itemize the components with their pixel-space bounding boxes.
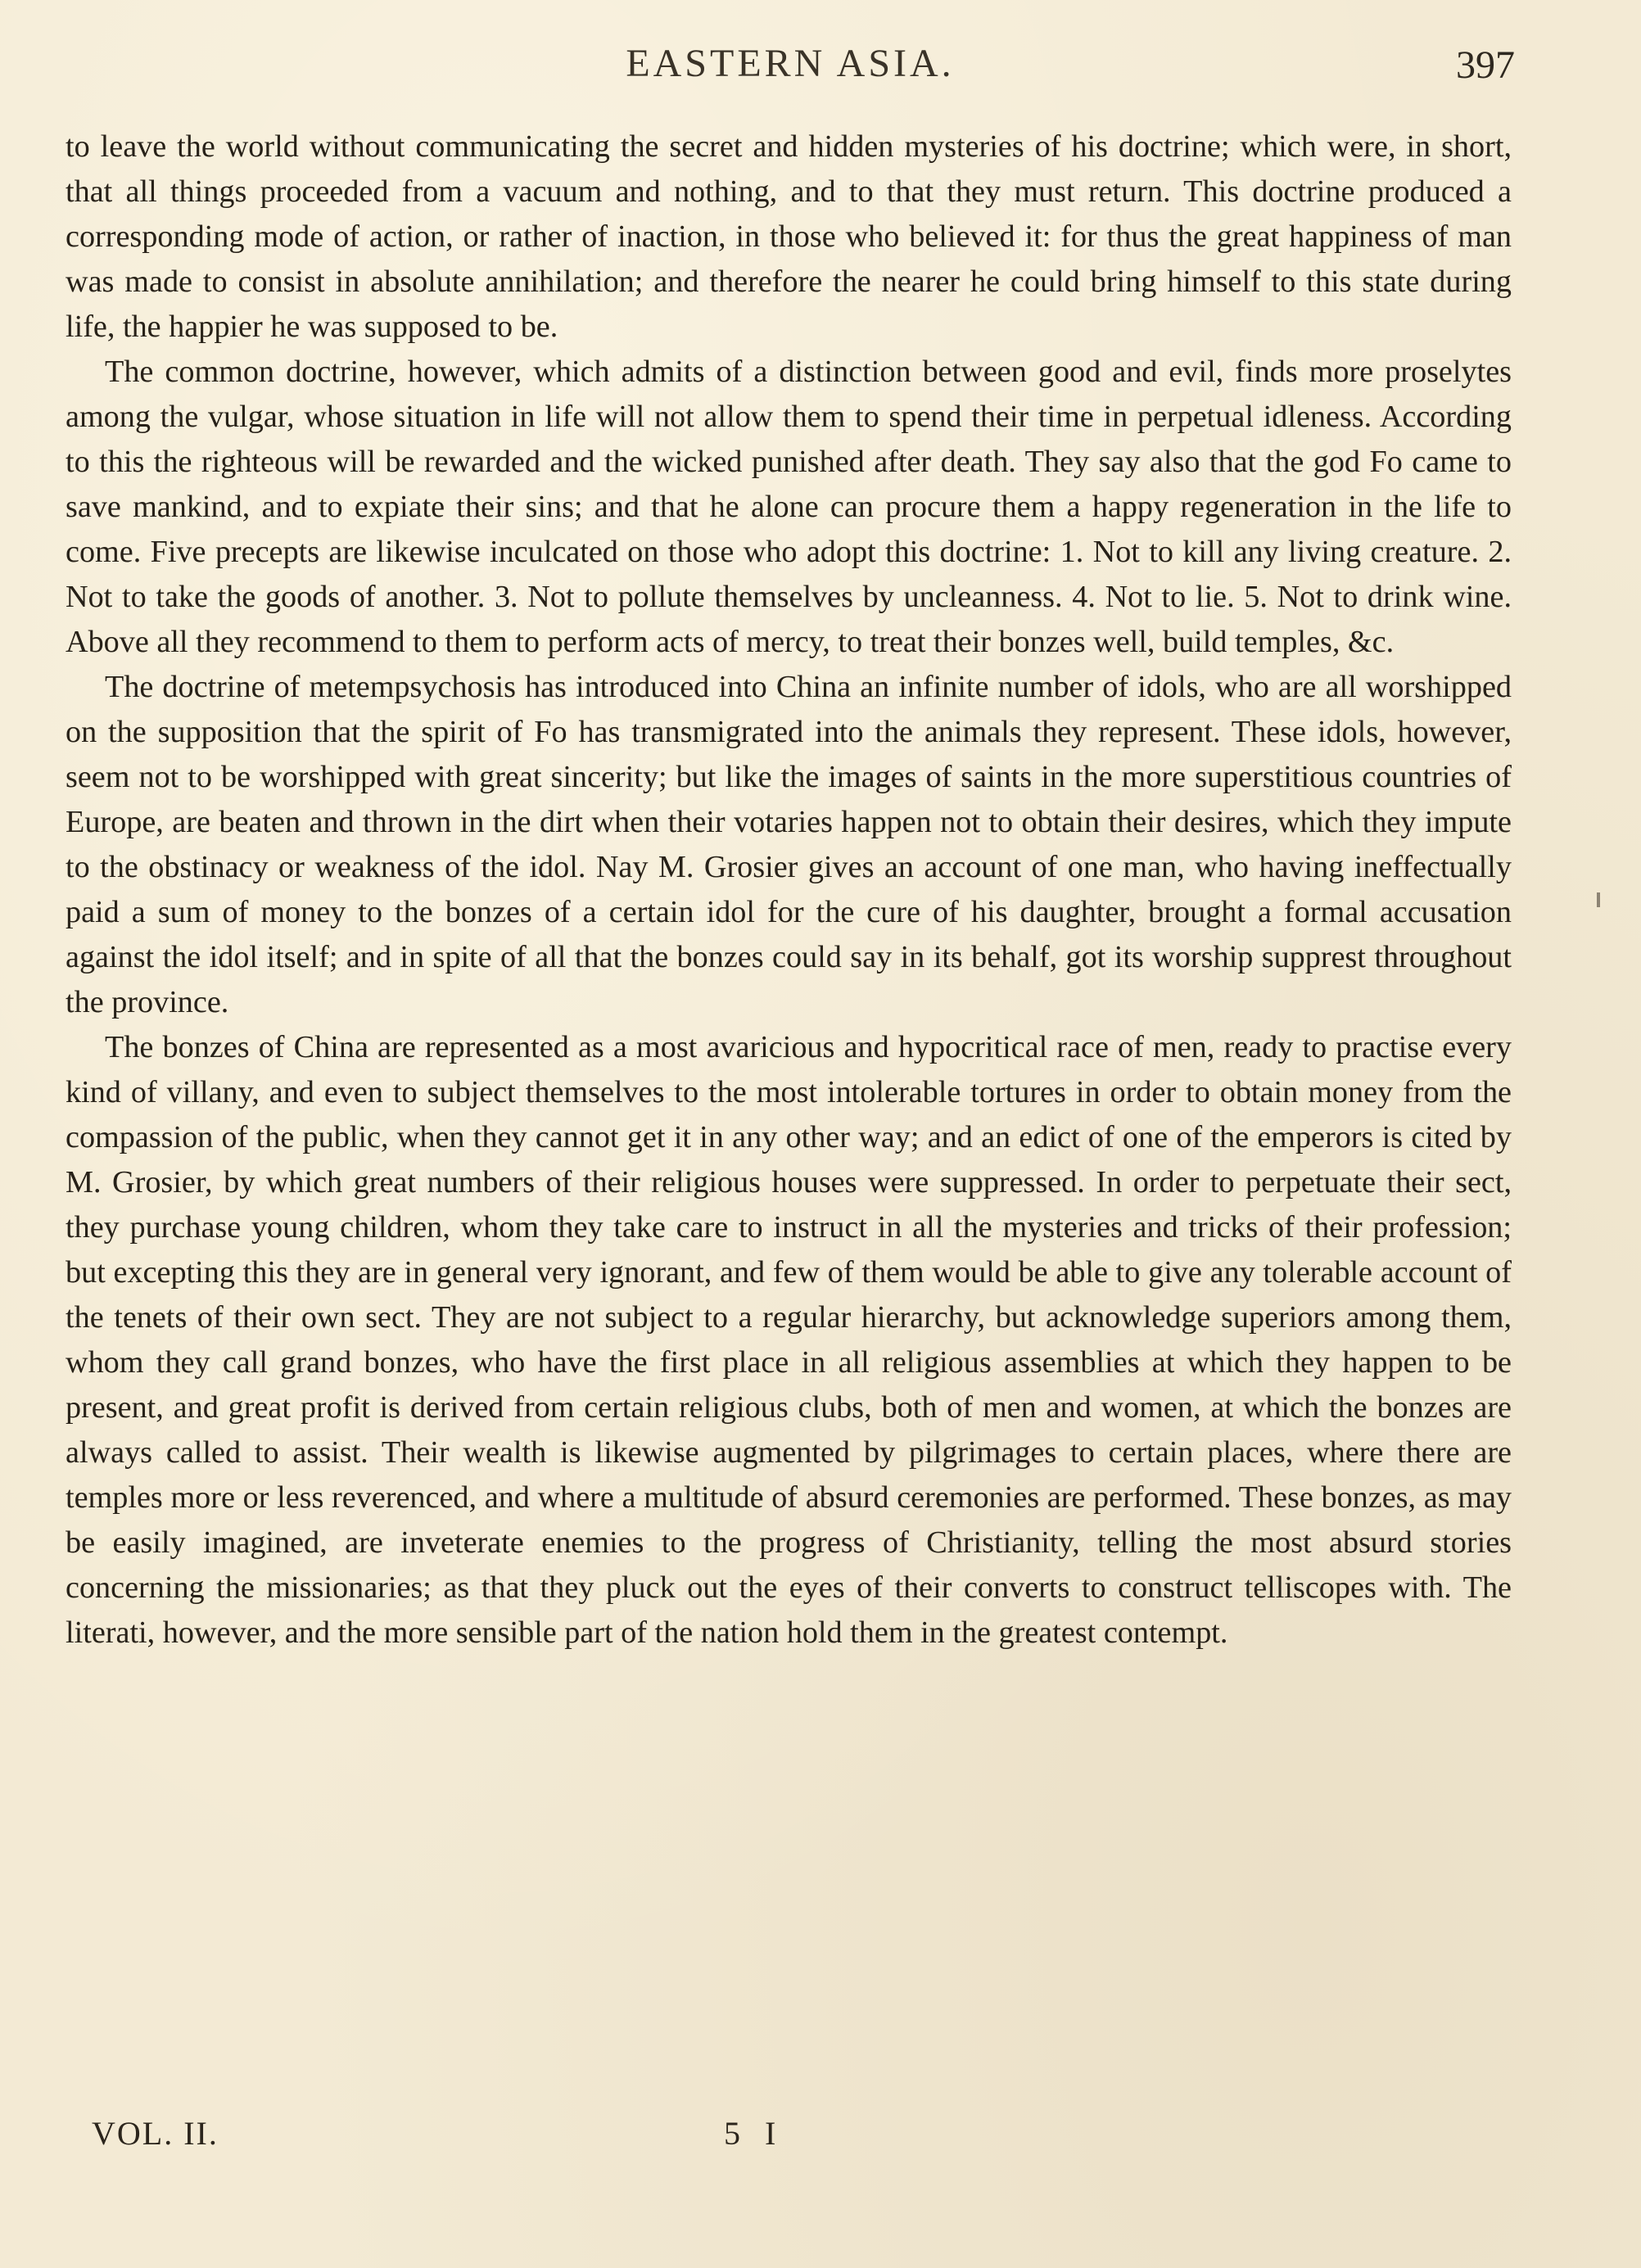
- page-number: 397: [1456, 43, 1515, 87]
- paragraph-bonzes: The bonzes of China are represented as a most avaricious and hypocritical race of men, ready to practise every kind of villany, and even to subject themselves to the most intolerable tortures in order to obtain money from the compassion of the public, when they cannot get it in any other way; and an edict of one of the emperors is cited by M. Grosier, by which great numbers of their religious houses were suppressed. In order to perpetuate their sect, they purchase young children, whom they take care to instruct in all the mysteries and tricks of their profession; but excepting this they are in general very ignorant, and few of them would be able to give any tolerable account of the tenets of their own sect. They are not subject to a regular hierarchy, but acknowledge superiors among them, whom they call grand bonzes, who have the first place in all religious assemblies at which they happen to be present, and great profit is derived from certain religious clubs, both of men and women, at which the bonzes are always called to assist. Their wealth is likewise augmented by pilgrimages to certain places, where there are temples more or less reverenced, and where a multitude of absurd ceremonies are performed. These bonzes, as may be easily imagined, are inveterate enemies to the progress of Christianity, telling the most absurd stories concerning the missionaries; as that they pluck out the eyes of their converts to construct telliscopes with. The literati, however, and the more sensible part of the nation hold them in the greatest contempt.: [66, 1030, 1512, 1650]
- margin-mark: [1597, 892, 1600, 907]
- volume-label: VOL. II.: [92, 2115, 219, 2152]
- paragraph-common-doctrine: The common doctrine, however, which admits of a distinction between good and evil, finds more proselytes among the vulgar, whose situation in life will not allow them to spend their time in perpetual idleness. According to this the righteous will be rewarded and the wicked punished after death. They say also that the god Fo came to save mankind, and to expiate their sins; and that he alone can procure them a happy regeneration in the life to come. Five precepts are likewise inculcated on those who adopt this doctrine: 1. Not to kill any living creature. 2. Not to take the goods of another. 3. Not to pollute themselves by uncleanness. 4. Not to lie. 5. Not to drink wine. Above all they recommend to them to perform acts of mercy, to treat their bonzes well, build temples, &c.: [66, 355, 1512, 659]
- page-header: [66, 41, 1515, 106]
- paragraph-continued: to leave the world without communicating the secret and hidden mysteries of his doctrine; which were, in short, that all things proceeded from a vacuum and nothing, and to that they must return. This doctrine produced a corresponding mode of action, or rather of inaction, in those who believed it: for thus the great happiness of man was made to consist in absolute annihilation; and therefore the nearer he could bring himself to this state during life, the happier he was supposed to be.: [66, 129, 1512, 344]
- body-text: [66, 124, 1512, 1656]
- paragraph-metempsychosis: The doctrine of metempsychosis has introduced into China an infinite number of idols, who are all worshipped on the supposition that the spirit of Fo has transmigrated into the animals they represent. These idols, however, seem not to be worshipped with great sincerity; but like the images of saints in the more superstitious countries of Europe, are beaten and thrown in the dirt when their votaries happen not to obtain their desires, which they impute to the obstinacy or weakness of the idol. Nay M. Grosier gives an account of one man, who having ineffectually paid a sum of money to the bonzes of a certain idol for the cure of his daughter, brought a formal accusation against the idol itself; and in spite of all that the bonzes could say in its behalf, got its worship supprest throughout the province.: [66, 670, 1512, 1019]
- page-footer: [92, 2114, 1484, 2163]
- running-head: EASTERN ASIA.: [626, 42, 955, 85]
- signature-mark: 5 I: [724, 2115, 784, 2152]
